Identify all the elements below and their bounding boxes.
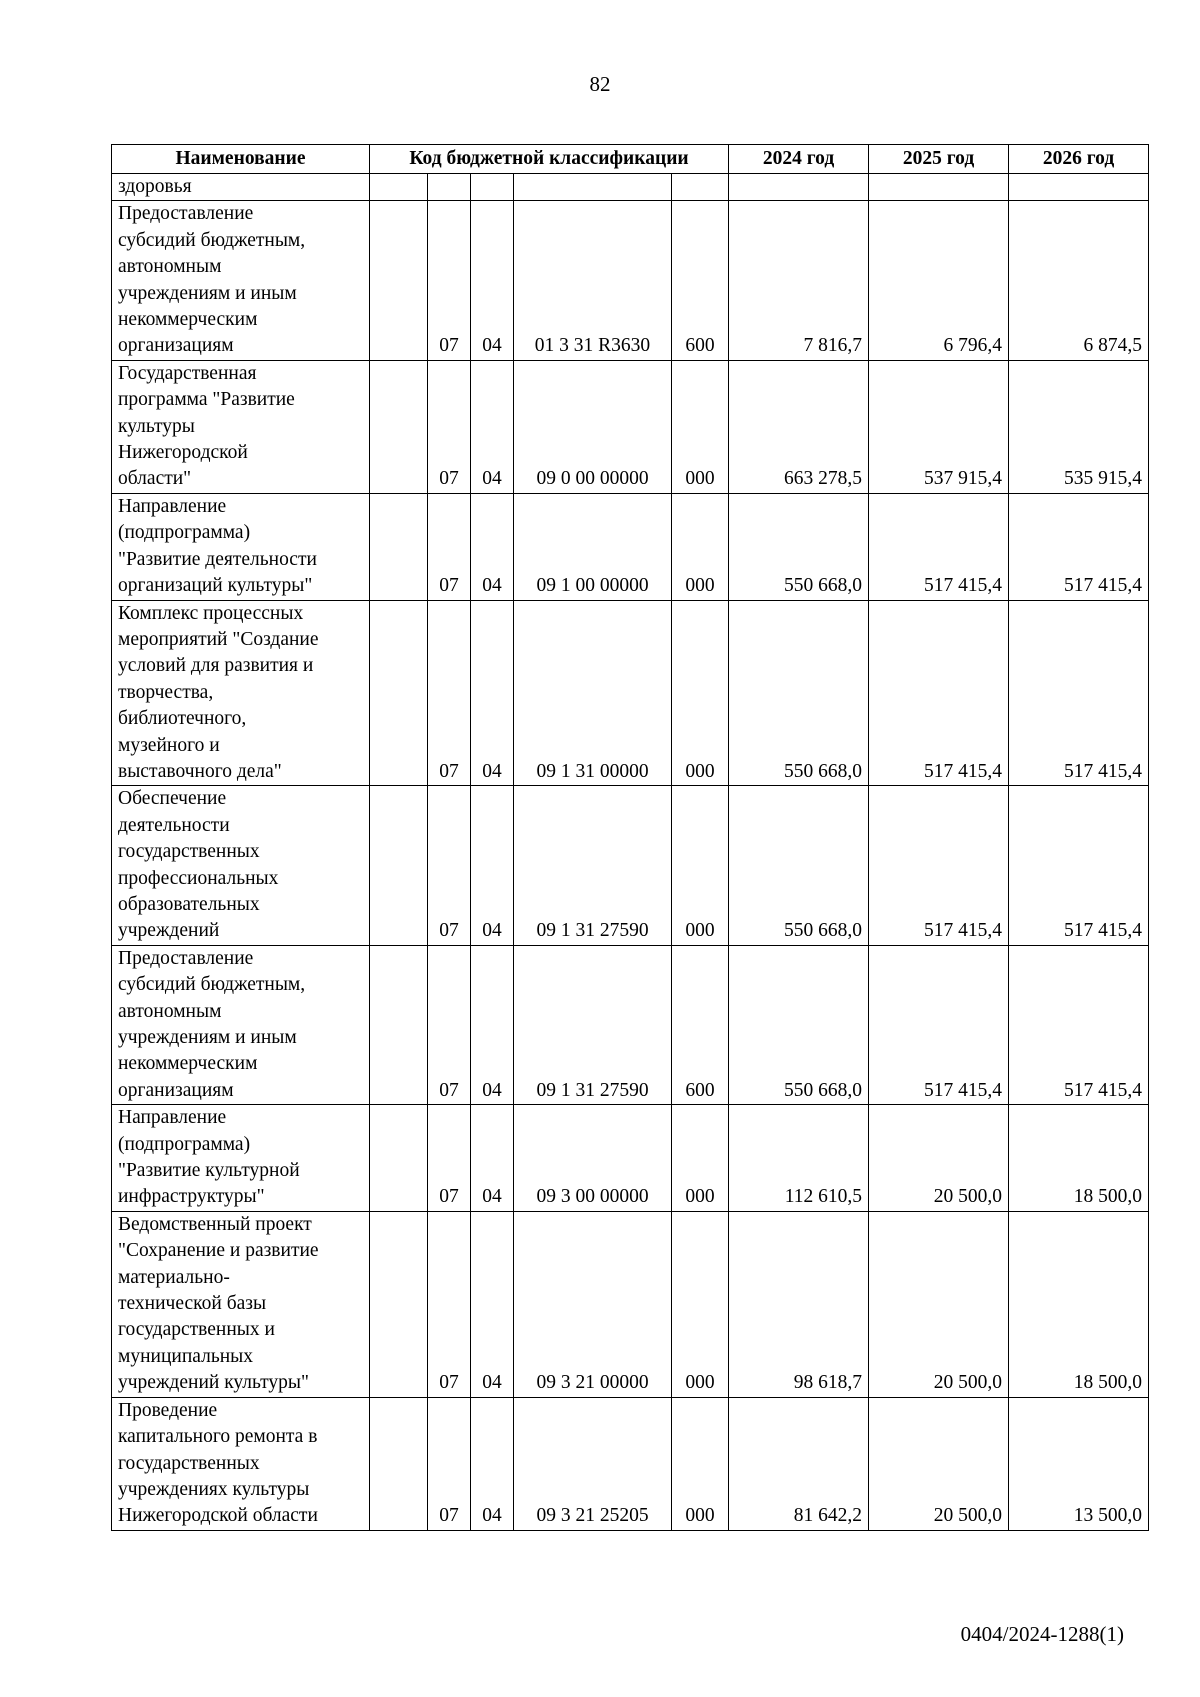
cell-section: 07 xyxy=(428,360,471,493)
cell-code-1 xyxy=(370,201,428,360)
cell-2026: 18 500,0 xyxy=(1009,1105,1149,1212)
cell-2024: 81 642,2 xyxy=(729,1397,869,1530)
cell-2024: 550 668,0 xyxy=(729,786,869,945)
table-row xyxy=(112,600,1149,786)
cell-2026: 6 874,5 xyxy=(1009,201,1149,360)
row-name-text: Комплекс процессных мероприятий "Создание условий для развития и творчества, библиотечного, музейного и выставочного дела" xyxy=(118,602,319,782)
cell-name xyxy=(112,174,370,201)
cell-code-1 xyxy=(370,1397,428,1530)
cell-subsection xyxy=(471,174,514,201)
cell-name xyxy=(112,201,370,360)
table-row xyxy=(112,201,1149,360)
cell-subsection: 04 xyxy=(471,945,514,1104)
cell-code-1 xyxy=(370,1105,428,1212)
cell-2024: 663 278,5 xyxy=(729,360,869,493)
document-code: 0404/2024-1288(1) xyxy=(960,1622,1124,1646)
row-name-text: Обеспечение деятельности государственных профессиональных образовательных учреждений xyxy=(118,788,279,942)
cell-2026: 18 500,0 xyxy=(1009,1211,1149,1397)
cell-name xyxy=(112,1105,370,1212)
cell-2024: 550 668,0 xyxy=(729,600,869,786)
table-row xyxy=(112,786,1149,945)
cell-code-1 xyxy=(370,945,428,1104)
cell-2024: 112 610,5 xyxy=(729,1105,869,1212)
cell-2025: 20 500,0 xyxy=(869,1105,1009,1212)
cell-code-1 xyxy=(370,360,428,493)
cell-section: 07 xyxy=(428,493,471,600)
cell-target-article: 09 1 31 00000 xyxy=(514,600,672,786)
cell-2026: 517 415,4 xyxy=(1009,600,1149,786)
cell-subsection: 04 xyxy=(471,600,514,786)
cell-expense-type: 000 xyxy=(672,360,729,493)
cell-subsection: 04 xyxy=(471,201,514,360)
cell-section: 07 xyxy=(428,1105,471,1212)
cell-code-1 xyxy=(370,786,428,945)
cell-2025: 20 500,0 xyxy=(869,1397,1009,1530)
cell-expense-type: 600 xyxy=(672,201,729,360)
cell-subsection: 04 xyxy=(471,493,514,600)
cell-2026: 517 415,4 xyxy=(1009,493,1149,600)
cell-subsection: 04 xyxy=(471,1105,514,1212)
cell-2025: 517 415,4 xyxy=(869,945,1009,1104)
cell-2026: 517 415,4 xyxy=(1009,945,1149,1104)
table-row xyxy=(112,1211,1149,1397)
cell-2025: 517 415,4 xyxy=(869,786,1009,945)
cell-2024: 7 816,7 xyxy=(729,201,869,360)
cell-target-article: 09 3 21 00000 xyxy=(514,1211,672,1397)
cell-name xyxy=(112,360,370,493)
cell-target-article: 09 3 21 25205 xyxy=(514,1397,672,1530)
page-number: 82 xyxy=(589,72,611,96)
row-name-text: Проведение капитального ремонта в государственных учреждениях культуры Нижегородской области xyxy=(118,1399,318,1527)
row-name-text: Предоставление субсидий бюджетным, автономным учреждениям и иным некоммерческим организациям xyxy=(118,203,306,357)
cell-target-article: 09 1 31 27590 xyxy=(514,945,672,1104)
cell-2024: 98 618,7 xyxy=(729,1211,869,1397)
table-row xyxy=(112,1397,1149,1530)
cell-expense-type: 600 xyxy=(672,945,729,1104)
cell-target-article: 09 0 00 00000 xyxy=(514,360,672,493)
header-name: Наименование xyxy=(112,145,370,174)
cell-expense-type: 000 xyxy=(672,600,729,786)
row-name-text: Направление (подпрограмма) "Развитие деятельности организаций культуры" xyxy=(118,495,317,597)
cell-expense-type: 000 xyxy=(672,786,729,945)
cell-2025: 20 500,0 xyxy=(869,1211,1009,1397)
cell-name xyxy=(112,945,370,1104)
row-name-text: Ведомственный проект "Сохранение и развитие материально- технической базы государственных и муниципальных учреждений культуры" xyxy=(118,1213,319,1394)
table-header-row xyxy=(112,145,1149,174)
row-name-text: Государственная программа "Развитие культуры Нижегородской области" xyxy=(118,362,295,490)
cell-2024 xyxy=(729,174,869,201)
header-2026: 2026 год xyxy=(1009,145,1149,174)
cell-expense-type: 000 xyxy=(672,1105,729,1212)
cell-section: 07 xyxy=(428,1397,471,1530)
table-row xyxy=(112,360,1149,493)
row-name-text: Предоставление субсидий бюджетным, автономным учреждениям и иным некоммерческим организациям xyxy=(118,947,306,1101)
cell-target-article: 09 3 00 00000 xyxy=(514,1105,672,1212)
cell-section: 07 xyxy=(428,201,471,360)
cell-2026: 517 415,4 xyxy=(1009,786,1149,945)
cell-name xyxy=(112,1211,370,1397)
cell-name xyxy=(112,600,370,786)
cell-subsection: 04 xyxy=(471,360,514,493)
header-budget-code: Код бюджетной классификации xyxy=(370,145,729,174)
cell-section: 07 xyxy=(428,1211,471,1397)
cell-2025 xyxy=(869,174,1009,201)
cell-2025: 6 796,4 xyxy=(869,201,1009,360)
header-2025: 2025 год xyxy=(869,145,1009,174)
cell-target-article: 09 1 31 27590 xyxy=(514,786,672,945)
table-row xyxy=(112,174,1149,201)
row-name-text: Направление (подпрограмма) "Развитие культурной инфраструктуры" xyxy=(118,1107,300,1208)
cell-name xyxy=(112,1397,370,1530)
cell-subsection: 04 xyxy=(471,1211,514,1397)
table-row xyxy=(112,1105,1149,1212)
cell-code-1 xyxy=(370,174,428,201)
cell-code-1 xyxy=(370,493,428,600)
cell-subsection: 04 xyxy=(471,786,514,945)
cell-section: 07 xyxy=(428,945,471,1104)
table-row xyxy=(112,945,1149,1104)
cell-name xyxy=(112,786,370,945)
cell-section: 07 xyxy=(428,786,471,945)
cell-expense-type: 000 xyxy=(672,1397,729,1530)
budget-table xyxy=(111,144,1149,1531)
cell-section: 07 xyxy=(428,600,471,786)
header-2024: 2024 год xyxy=(729,145,869,174)
table-row xyxy=(112,493,1149,600)
cell-2026: 13 500,0 xyxy=(1009,1397,1149,1530)
cell-2024: 550 668,0 xyxy=(729,493,869,600)
table-body xyxy=(112,174,1149,1531)
cell-expense-type: 000 xyxy=(672,1211,729,1397)
cell-code-1 xyxy=(370,600,428,786)
cell-2026: 535 915,4 xyxy=(1009,360,1149,493)
cell-expense-type xyxy=(672,174,729,201)
cell-2025: 517 415,4 xyxy=(869,493,1009,600)
cell-subsection: 04 xyxy=(471,1397,514,1530)
cell-target-article xyxy=(514,174,672,201)
cell-name xyxy=(112,493,370,600)
cell-2024: 550 668,0 xyxy=(729,945,869,1104)
cell-2026 xyxy=(1009,174,1149,201)
cell-target-article: 09 1 00 00000 xyxy=(514,493,672,600)
cell-2025: 537 915,4 xyxy=(869,360,1009,493)
row-name-text: здоровья xyxy=(118,176,192,197)
cell-target-article: 01 3 31 R3630 xyxy=(514,201,672,360)
cell-section xyxy=(428,174,471,201)
cell-code-1 xyxy=(370,1211,428,1397)
cell-2025: 517 415,4 xyxy=(869,600,1009,786)
cell-expense-type: 000 xyxy=(672,493,729,600)
